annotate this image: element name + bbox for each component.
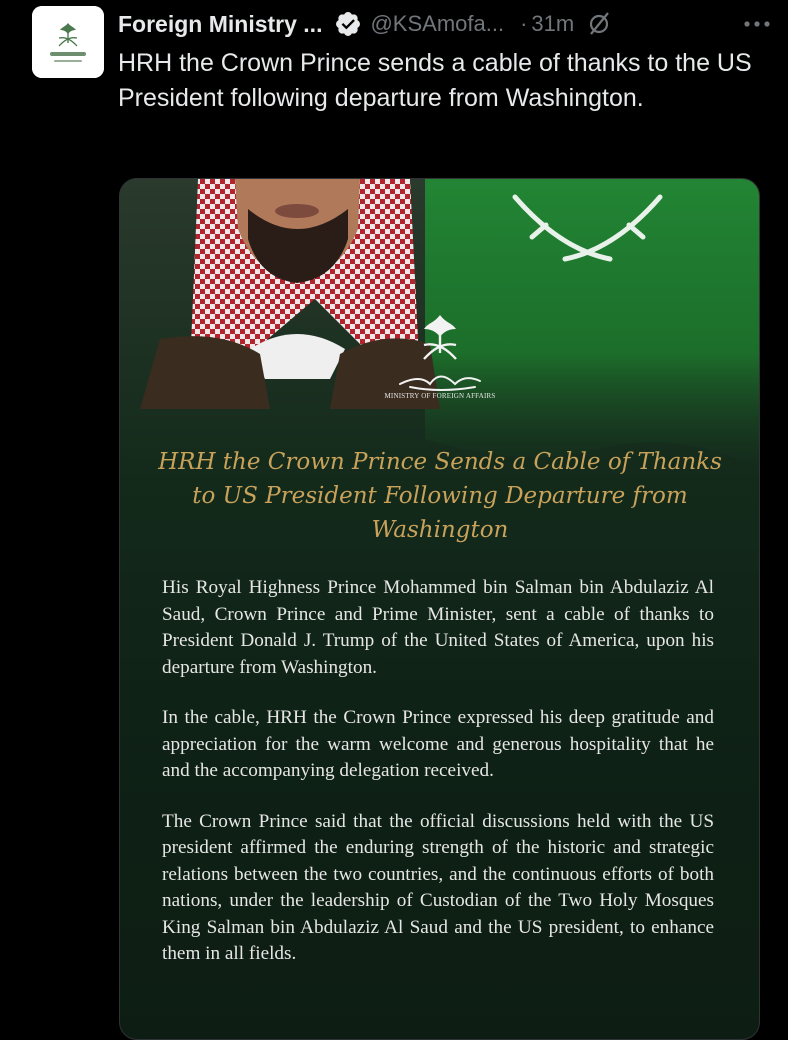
card-artwork — [120, 179, 759, 479]
ministry-label: MINISTRY OF FOREIGN AFFAIRS — [384, 392, 496, 400]
card-title: HRH the Crown Prince Sends a Cable of Thanks to US President Following Departure from Washington — [158, 449, 722, 543]
card-body — [162, 575, 714, 992]
tweet-header — [118, 6, 774, 42]
muted-icon — [586, 11, 612, 37]
tweet-text: HRH the Crown Prince sends a cable of thanks to the US President following departure from Washington. — [118, 49, 752, 112]
ministry-logo-icon — [32, 6, 104, 78]
more-options-icon[interactable] — [740, 12, 774, 36]
saudi-flag — [425, 179, 759, 469]
card-paragraph: In the cable, HRH the Crown Prince expressed his deep gratitude and appreciation for the warm welcome and generous hospitality that he and the accompanying delegation received. — [162, 707, 714, 781]
tweet-media-image[interactable] — [119, 178, 760, 1040]
card-paragraph: The Crown Prince said that the official discussions held with the US president affirmed the enduring strength of the historic and strategic relations between the two countries, and the continuous efforts of both nations, under the leadership of Custodian of the Two Holy Mosques King Salman bin Abdulaziz Al Saud and the US president, to enhance them in all fields. — [162, 810, 714, 964]
account-avatar[interactable] — [32, 6, 104, 78]
verified-badge-icon — [334, 10, 362, 38]
handle[interactable]: @KSAmofa... — [370, 11, 505, 36]
separator-dot: · — [520, 11, 528, 36]
card-paragraph: His Royal Highness Prince Mohammed bin Salman bin Abdulaziz Al Saud, Crown Prince and Prime Minister, sent a cable of thanks to President Donald J. Trump of the United States of America, upon his departure from Washington. — [162, 577, 714, 678]
display-name[interactable]: Foreign Ministry ... — [118, 10, 323, 37]
timestamp[interactable]: 31m — [531, 11, 575, 36]
